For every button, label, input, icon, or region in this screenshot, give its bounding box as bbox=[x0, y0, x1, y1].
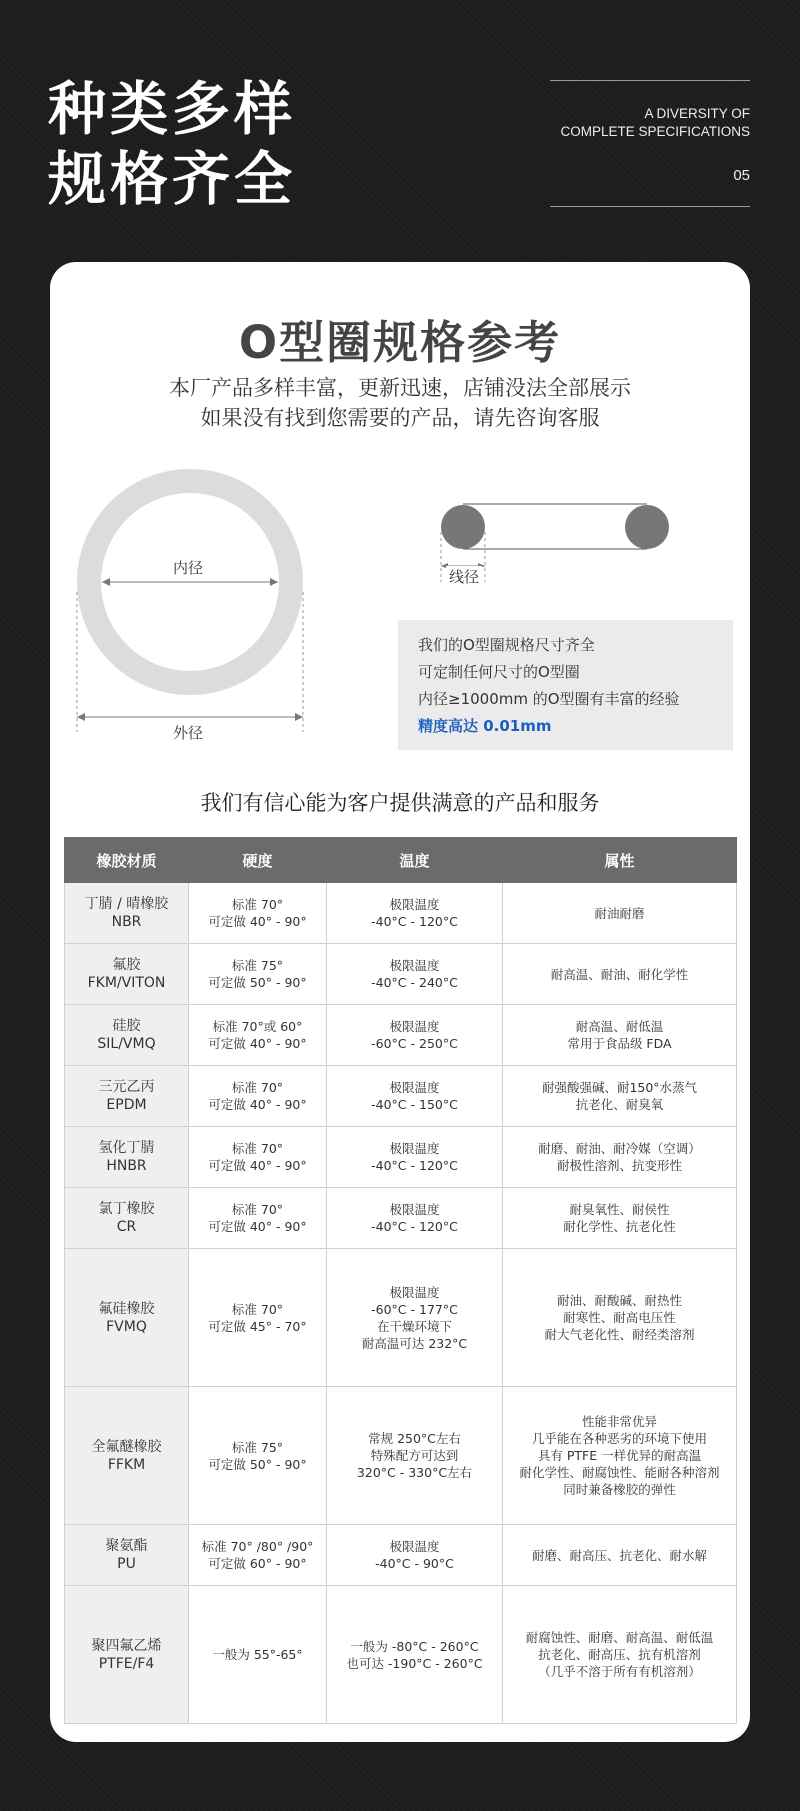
card-title: O型圈规格参考 bbox=[238, 316, 562, 369]
table-header-row bbox=[65, 838, 737, 883]
properties-cell-line: 性能非常优异 bbox=[581, 1414, 657, 1429]
material-cell-line: 聚四氟乙烯 bbox=[91, 1637, 162, 1654]
temperature-cell-line: 极限温度 bbox=[389, 1080, 440, 1095]
material-cell-line: CR bbox=[116, 1219, 137, 1235]
material-cell-line: 氢化丁腈 bbox=[98, 1140, 155, 1156]
table-row bbox=[65, 1127, 737, 1188]
material-cell-line: FVMQ bbox=[106, 1318, 147, 1335]
cross-section-circle bbox=[625, 505, 669, 549]
hardness-cell bbox=[189, 1005, 327, 1066]
temperature-cell bbox=[327, 1525, 503, 1586]
properties-cell bbox=[503, 1188, 737, 1249]
hardness-cell-line: 标准 70° bbox=[231, 1080, 284, 1095]
hardness-cell-line: 标准 70° bbox=[231, 1301, 284, 1317]
temperature-cell-line: 极限温度 bbox=[389, 1284, 440, 1300]
header-material: 橡胶材质 bbox=[65, 838, 189, 883]
material-cell-line: NBR bbox=[111, 914, 142, 930]
arrow-head-icon bbox=[77, 713, 85, 721]
hardness-cell bbox=[189, 1387, 327, 1525]
properties-cell bbox=[503, 1586, 737, 1724]
temperature-cell-line: 极限温度 bbox=[389, 1539, 440, 1554]
temperature-cell-line: -40°C - 150°C bbox=[371, 1097, 458, 1112]
table-row bbox=[65, 1387, 737, 1525]
hardness-cell-line: 标准 70° bbox=[231, 897, 284, 912]
temperature-cell-line: 极限温度 bbox=[389, 897, 440, 912]
info-line3: 内径≥1000mm 的O型圈有丰富的经验 bbox=[418, 690, 680, 708]
hardness-cell bbox=[189, 883, 327, 944]
properties-cell-line: 耐腐蚀性、耐磨、耐高温、耐低温 bbox=[525, 1630, 714, 1645]
hardness-cell-line: 可定做 50° - 90° bbox=[208, 1456, 307, 1472]
table-row bbox=[65, 944, 737, 1005]
hardness-cell-line: 可定做 40° - 90° bbox=[208, 1158, 307, 1173]
temperature-cell-line: 极限温度 bbox=[389, 1019, 440, 1034]
header-hardness: 硬度 bbox=[189, 838, 327, 883]
hardness-cell-line: 标准 70° bbox=[231, 1141, 284, 1156]
properties-cell-line: 几乎能在各种恶劣的环境下使用 bbox=[531, 1431, 707, 1446]
properties-cell-line: 抗老化、耐臭氧 bbox=[575, 1097, 664, 1112]
properties-cell-line: （几乎不溶于所有有机溶剂） bbox=[538, 1664, 701, 1679]
header-properties: 属性 bbox=[503, 838, 737, 883]
arrow-head-icon bbox=[102, 578, 110, 586]
table-row bbox=[65, 1586, 737, 1724]
hardness-cell-line: 可定做 40° - 90° bbox=[208, 1097, 307, 1112]
temperature-cell bbox=[327, 1249, 503, 1387]
hardness-cell bbox=[189, 1586, 327, 1724]
properties-cell bbox=[503, 1525, 737, 1586]
temperature-cell-line: 320°C - 330°C左右 bbox=[356, 1465, 473, 1480]
inner-diameter-label: 内径 bbox=[170, 557, 206, 578]
temperature-cell bbox=[327, 1586, 503, 1724]
hardness-cell-line: 标准 70° /80° /90° bbox=[201, 1539, 314, 1554]
material-cell-line: FKM/VITON bbox=[87, 975, 166, 991]
info-line1: 我们的O型圈规格尺寸齐全 bbox=[418, 636, 595, 654]
hardness-cell bbox=[189, 944, 327, 1005]
material-cell-line: 氯丁橡胶 bbox=[98, 1201, 155, 1217]
properties-cell bbox=[503, 944, 737, 1005]
temperature-cell-line: 极限温度 bbox=[389, 958, 440, 973]
properties-cell-line: 耐大气老化性、耐经类溶剂 bbox=[544, 1327, 695, 1342]
temperature-cell-line: 耐高温可达 232°C bbox=[361, 1335, 468, 1351]
material-cell bbox=[65, 1005, 189, 1066]
temperature-cell-line: -40°C - 120°C bbox=[371, 914, 458, 929]
properties-cell bbox=[503, 1387, 737, 1525]
material-cell bbox=[65, 1387, 189, 1525]
properties-cell bbox=[503, 1066, 737, 1127]
material-cell bbox=[65, 1586, 189, 1724]
properties-cell-line: 耐油、耐酸碱、耐热性 bbox=[556, 1293, 682, 1308]
material-cell-line: SIL/VMQ bbox=[97, 1036, 156, 1052]
hero-en-line1: A DIVERSITY OF bbox=[644, 106, 750, 121]
hardness-cell-line: 标准 75° bbox=[231, 1439, 284, 1455]
hardness-cell bbox=[189, 1066, 327, 1127]
temperature-cell bbox=[327, 1005, 503, 1066]
hero-title-line2: 规格齐全 bbox=[48, 145, 297, 213]
temperature-cell-line: -60°C - 250°C bbox=[371, 1036, 458, 1051]
hardness-cell-line: 可定做 40° - 90° bbox=[208, 914, 307, 929]
properties-cell-line: 耐化学性、抗老化性 bbox=[563, 1219, 676, 1234]
hero-en-line2: COMPLETE SPECIFICATIONS bbox=[560, 124, 750, 139]
temperature-cell-line: -40°C - 240°C bbox=[371, 975, 458, 990]
properties-cell bbox=[503, 1249, 737, 1387]
spec-card bbox=[50, 262, 750, 1742]
properties-cell-line: 耐高温、耐油、耐化学性 bbox=[550, 966, 689, 982]
material-cell-line: PU bbox=[117, 1556, 136, 1572]
hardness-cell-line: 可定做 40° - 90° bbox=[208, 1036, 307, 1051]
properties-cell-line: 耐高温、耐低温 bbox=[575, 1019, 664, 1034]
cross-section-circle bbox=[441, 505, 485, 549]
properties-cell-line: 耐极性溶剂、抗变形性 bbox=[556, 1158, 682, 1173]
hardness-cell-line: 标准 70°或 60° bbox=[212, 1019, 303, 1034]
properties-cell-line: 具有 PTFE 一样优异的耐高温 bbox=[537, 1448, 702, 1463]
outer-diameter-label: 外径 bbox=[170, 722, 206, 743]
hardness-cell bbox=[189, 1249, 327, 1387]
hardness-cell bbox=[189, 1188, 327, 1249]
properties-cell-line: 耐化学性、耐腐蚀性、能耐各种溶剂 bbox=[519, 1465, 720, 1480]
temperature-cell-line: -60°C - 177°C bbox=[371, 1301, 458, 1317]
hero-english-caption bbox=[560, 105, 750, 141]
temperature-cell-line: 一般为 -80°C - 260°C bbox=[350, 1638, 479, 1654]
material-cell-line: 氟硅橡胶 bbox=[98, 1300, 155, 1317]
material-cell bbox=[65, 883, 189, 944]
info-line2: 可定制任何尺寸的O型圈 bbox=[418, 663, 580, 681]
header-temperature: 温度 bbox=[327, 838, 503, 883]
properties-cell-line: 抗老化、耐高压、抗有机溶剂 bbox=[538, 1647, 701, 1662]
hardness-cell-line: 可定做 40° - 90° bbox=[208, 1219, 307, 1234]
properties-cell bbox=[503, 883, 737, 944]
temperature-cell bbox=[327, 1387, 503, 1525]
properties-cell-line: 常用于食品级 FDA bbox=[567, 1036, 672, 1051]
material-cell-line: 丁腈 / 晴橡胶 bbox=[84, 896, 169, 912]
card-subtitle-line2: 如果没有找到您需要的产品，请先咨询客服 bbox=[200, 406, 600, 430]
material-cell-line: HNBR bbox=[106, 1158, 147, 1174]
material-cell-line: EPDM bbox=[106, 1097, 147, 1113]
temperature-cell bbox=[327, 1127, 503, 1188]
properties-cell bbox=[503, 1005, 737, 1066]
material-cell-line: 三元乙丙 bbox=[98, 1079, 155, 1095]
hardness-cell-line: 标准 75° bbox=[231, 958, 284, 973]
temperature-cell-line: 极限温度 bbox=[389, 1141, 440, 1156]
spec-table bbox=[64, 837, 737, 1724]
material-cell-line: FFKM bbox=[107, 1456, 146, 1473]
material-cell-line: 硅胶 bbox=[112, 1018, 141, 1034]
material-cell-line: 全氟醚橡胶 bbox=[91, 1438, 162, 1455]
temperature-cell bbox=[327, 1188, 503, 1249]
temperature-cell-line: 极限温度 bbox=[389, 1202, 440, 1217]
hardness-cell-line: 可定做 60° - 90° bbox=[208, 1556, 307, 1571]
material-cell bbox=[65, 1127, 189, 1188]
table-row bbox=[65, 1525, 737, 1586]
table-row bbox=[65, 1249, 737, 1387]
temperature-cell-line: -40°C - 120°C bbox=[371, 1219, 458, 1234]
page-number: 05 bbox=[733, 167, 750, 184]
temperature-cell bbox=[327, 883, 503, 944]
properties-cell-line: 耐寒性、耐高电压性 bbox=[563, 1310, 676, 1325]
hardness-cell bbox=[189, 1525, 327, 1586]
material-cell-line: 氟胶 bbox=[112, 957, 141, 973]
material-cell-line: PTFE/F4 bbox=[98, 1655, 155, 1672]
arrow-head-icon bbox=[295, 713, 303, 721]
temperature-cell-line: 在干燥环境下 bbox=[376, 1318, 452, 1334]
temperature-cell-line: 特殊配方可达到 bbox=[370, 1448, 459, 1463]
table-row bbox=[65, 1188, 737, 1249]
arrow-head-icon bbox=[270, 578, 278, 586]
table-row bbox=[65, 1066, 737, 1127]
temperature-cell-line: 常规 250°C左右 bbox=[368, 1431, 461, 1446]
properties-cell-line: 耐磨、耐高压、抗老化、耐水解 bbox=[531, 1547, 707, 1563]
hardness-cell-line: 可定做 45° - 70° bbox=[208, 1318, 307, 1334]
hardness-cell-line: 标准 70° bbox=[231, 1202, 284, 1217]
temperature-cell-line: -40°C - 120°C bbox=[371, 1158, 458, 1173]
temperature-cell-line: 也可达 -190°C - 260°C bbox=[346, 1655, 483, 1671]
slogan: 我们有信心能为客户提供满意的产品和服务 bbox=[200, 791, 600, 815]
table-row bbox=[65, 1005, 737, 1066]
material-cell bbox=[65, 1188, 189, 1249]
info-box bbox=[398, 620, 733, 750]
hardness-cell-line: 一般为 55°-65° bbox=[212, 1647, 303, 1662]
temperature-cell-line: -40°C - 90°C bbox=[375, 1556, 454, 1571]
hardness-cell-line: 可定做 50° - 90° bbox=[208, 975, 307, 990]
card-subtitle-line1: 本厂产品多样丰富，更新迅速，店铺没法全部展示 bbox=[169, 376, 631, 400]
hero-caption bbox=[550, 80, 750, 207]
table-row bbox=[65, 883, 737, 944]
properties-cell-line: 耐磨、耐油、耐冷媒（空调） bbox=[538, 1141, 701, 1156]
precision-highlight: 精度高达 0.01mm bbox=[418, 717, 552, 735]
material-cell bbox=[65, 944, 189, 1005]
material-cell bbox=[65, 1066, 189, 1127]
properties-cell-line: 耐臭氧性、耐侯性 bbox=[569, 1202, 670, 1217]
properties-cell bbox=[503, 1127, 737, 1188]
properties-cell-line: 同时兼备橡胶的弹性 bbox=[563, 1482, 676, 1497]
spec-table-body bbox=[65, 883, 737, 1724]
hero-title-line1: 种类多样 bbox=[48, 75, 297, 143]
hardness-cell bbox=[189, 1127, 327, 1188]
material-cell-line: 聚氨酯 bbox=[105, 1538, 148, 1554]
hero-title bbox=[48, 74, 296, 214]
properties-cell-line: 耐强酸强碱、耐150°水蒸气 bbox=[541, 1080, 698, 1095]
properties-cell-line: 耐油耐磨 bbox=[594, 905, 645, 921]
temperature-cell bbox=[327, 944, 503, 1005]
wire-diameter-label: 线径 bbox=[446, 566, 482, 587]
temperature-cell bbox=[327, 1066, 503, 1127]
material-cell bbox=[65, 1525, 189, 1586]
material-cell bbox=[65, 1249, 189, 1387]
